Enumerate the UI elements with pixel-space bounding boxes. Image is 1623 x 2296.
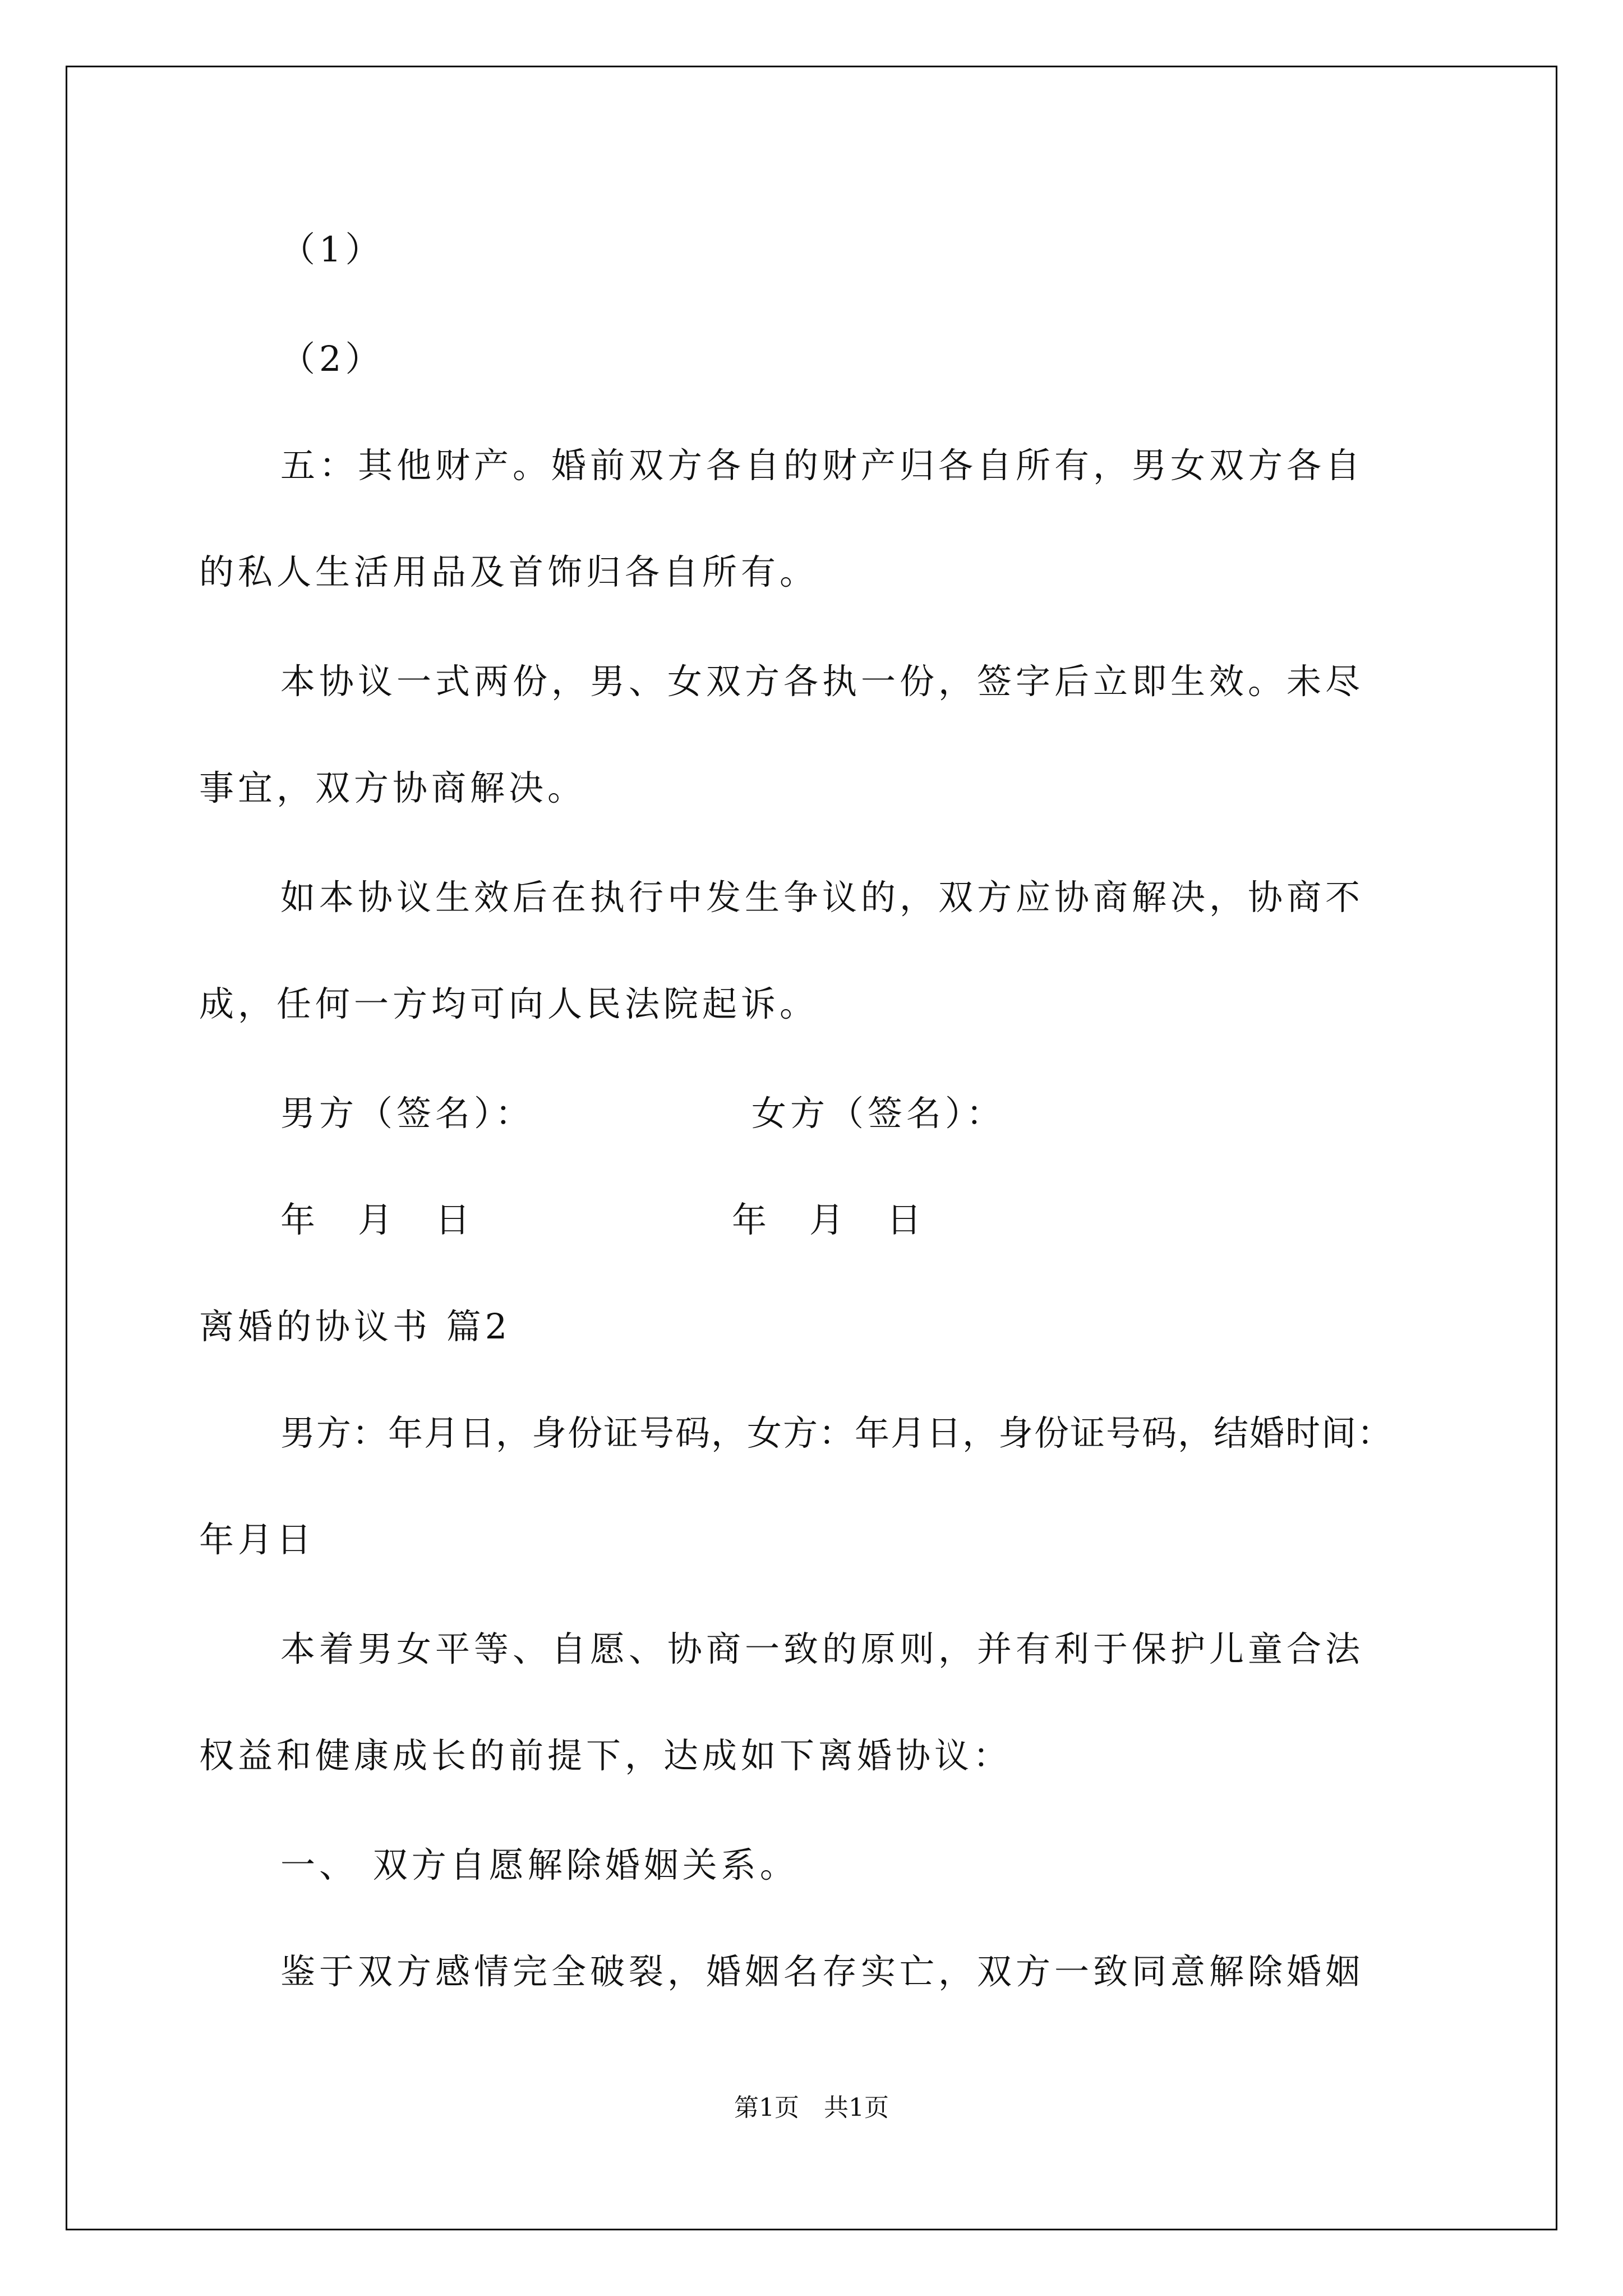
male-signature-label: 男方（签名）： (280, 1093, 534, 1134)
paragraph-dispute-2: 成，任何一方均可向人民法院起诉。 (199, 983, 819, 1024)
female-signature-label: 女方（签名）： (751, 1093, 1006, 1134)
principle-paragraph-2: 权益和健康成长的前提下，达成如下离婚协议： (199, 1735, 1012, 1776)
paragraph-copies-1: 本协议一式两份，男、女双方各执一份，签字后立即生效。未尽 (280, 661, 1364, 702)
clause-one-text: 鉴于双方感情完全破裂，婚姻名存实亡，双方一致同意解除婚姻 (280, 1951, 1364, 1992)
section-heading: 离婚的协议书 篇2 (199, 1306, 511, 1347)
item-1: （1） (280, 229, 384, 270)
male-signature-date: 年 月 日 (280, 1199, 474, 1240)
paragraph-dispute-1: 如本协议生效后在执行中发生争议的，双方应协商解决，协商不 (280, 877, 1364, 918)
party-info-1: 男方：年月日，身份证号码，女方：年月日，身份证号码，结婚时间： (280, 1412, 1394, 1453)
paragraph-copies-2: 事宜，双方协商解决。 (199, 767, 587, 808)
paragraph-other-property-1: 五：其他财产。婚前双方各自的财产归各自所有，男女双方各自 (280, 445, 1364, 486)
page-footer: 第1页 共1页 (734, 2093, 889, 2122)
page-border (66, 66, 1557, 2230)
principle-paragraph-1: 本着男女平等、自愿、协商一致的原则，并有利于保护儿童合法 (280, 1628, 1364, 1669)
item-2: （2） (280, 338, 384, 379)
clause-one-heading: 一、 双方自愿解除婚姻关系。 (280, 1844, 799, 1885)
party-info-2: 年月日 (199, 1519, 316, 1560)
female-signature-date: 年 月 日 (732, 1199, 926, 1240)
paragraph-other-property-2: 的私人生活用品及首饰归各自所有。 (199, 551, 819, 592)
